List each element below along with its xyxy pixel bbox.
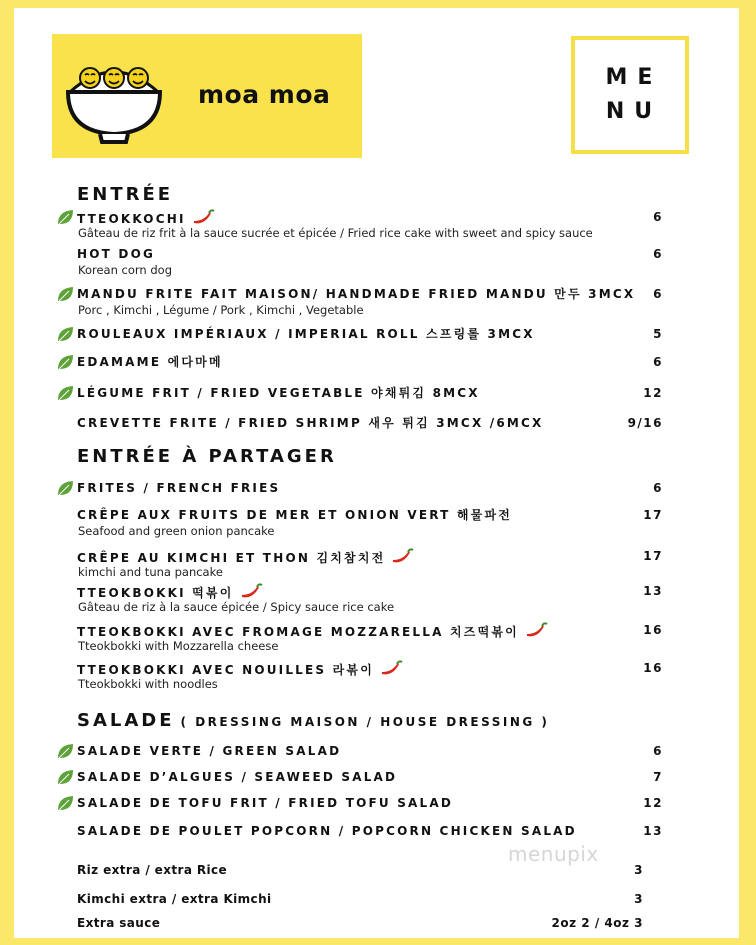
logo-banner [52,34,362,158]
menu-item [14,286,739,317]
item-name: MANDU FRITE FAIT MAISON/ HANDMADE FRIED MANDU 만두 3MCX [77,287,636,301]
item-name: EDAMAME 에다마메 [77,355,223,369]
item-name: TTEOKBOKKI AVEC FROMAGE MOZZARELLA 치즈떡볶이 [77,622,549,640]
menu-item [14,354,739,369]
item-name: SALADE DE POULET POPCORN / POPCORN CHICKEN SALAD [77,824,577,838]
section-title-salade: SALADE ( DRESSING MAISON / HOUSE DRESSING ) [77,710,550,731]
section-subtitle-salade: ( DRESSING MAISON / HOUSE DRESSING ) [180,715,550,729]
brand-name: moa moa [198,80,331,109]
item-name: CRÊPE AUX FRUITS DE MER ET ONION VERT 해물파전 [77,508,513,522]
item-name: TTEOKBOKKI AVEC NOUILLES 라볶이 [77,660,404,678]
item-name: HOT DOG [77,247,156,261]
item-description: Korean corn dog [78,263,173,277]
item-price: 12 [643,796,663,810]
item-price: 6 [653,287,663,301]
leaf-icon [56,324,76,344]
item-name: CREVETTE FRITE / FRIED SHRIMP 새우 튀김 3MCX /6MCX [77,416,544,430]
item-price: 17 [643,549,663,563]
leaf-icon [56,207,76,227]
menu-title-line1: ME [605,65,663,90]
leaf-icon [56,352,76,372]
item-price: 9/16 [627,416,663,430]
chili-icon [190,209,216,227]
menu-title-line2: NU [605,99,663,124]
extra-name: Riz extra / extra Rice [77,863,228,877]
menu-item [14,326,739,341]
item-price: 13 [643,584,663,598]
item-description: Gâteau de riz frit à la sauce sucrée et épicée / Fried rice cake with sweet and spicy sauce [78,226,593,240]
chili-icon [238,583,264,601]
leaf-icon [56,767,76,787]
item-price: 13 [643,824,663,838]
menu-title-box [571,36,689,154]
item-price: 6 [653,481,663,495]
leaf-icon [56,478,76,498]
extra-name: Extra sauce [77,916,161,930]
section-title-partager: ENTRÉE À PARTAGER [77,446,337,467]
item-name: SALADE VERTE / GREEN SALAD [77,744,342,758]
item-name: TTEOKBOKKI 떡볶이 [77,583,264,601]
item-name: TTEOKKOCHI [77,209,216,227]
item-description: Gâteau de riz à la sauce épicée / Spicy sauce rice cake [78,600,395,614]
extra-price: 2oz 2 / 4oz 3 [551,916,643,930]
menu-item [14,507,739,538]
item-price: 6 [653,210,663,224]
item-name: SALADE DE TOFU FRIT / FRIED TOFU SALAD [77,796,454,810]
item-price: 16 [643,661,663,675]
leaf-icon [56,383,76,403]
watermark: menupix [508,842,599,866]
chili-icon [523,622,549,640]
menu-item [14,583,739,614]
leaf-icon [56,741,76,761]
menu-page [14,8,739,938]
item-name: CRÊPE AU KIMCHI ET THON 김치참치전 [77,548,415,566]
menu-item [14,415,739,430]
item-price: 6 [653,247,663,261]
item-price: 16 [643,623,663,637]
item-name: ROULEAUX IMPÉRIAUX / IMPERIAL ROLL 스프링롤 3MCX [77,327,535,341]
extra-item [14,863,739,877]
item-name: FRITES / FRENCH FRIES [77,481,281,495]
item-price: 6 [653,744,663,758]
menu-item [14,823,739,838]
menu-item [14,209,739,240]
leaf-icon [56,793,76,813]
menu-item [14,660,739,691]
item-description: Tteokbokki with noodles [78,677,218,691]
menu-item [14,743,739,758]
extra-item [14,892,739,906]
menu-item [14,769,739,784]
leaf-icon [56,284,76,304]
item-price: 6 [653,355,663,369]
extra-name: Kimchi extra / extra Kimchi [77,892,272,906]
extra-price: 3 [634,863,643,877]
section-title-entree: ENTRÉE [77,184,174,205]
item-price: 12 [643,386,663,400]
item-price: 5 [653,327,663,341]
item-name: SALADE D’ALGUES / SEAWEED SALAD [77,770,398,784]
item-price: 17 [643,508,663,522]
chili-icon [378,660,404,678]
extra-item [14,916,739,930]
menu-item [14,480,739,495]
chili-icon [389,548,415,566]
menu-item [14,385,739,400]
item-price: 7 [653,770,663,784]
item-name: LÉGUME FRIT / FRIED VEGETABLE 야채튀김 8MCX [77,386,480,400]
menu-item [14,246,739,277]
item-description: Porc , Kimchi , Légume / Pork , Kimchi , Vegetable [78,303,364,317]
menu-item [14,548,739,579]
menu-item [14,622,739,653]
rice-bowl-logo-icon [60,42,168,150]
item-description: Seafood and green onion pancake [78,524,275,538]
menu-item [14,795,739,810]
item-description: kimchi and tuna pancake [78,565,223,579]
extra-price: 3 [634,892,643,906]
item-description: Tteokbokki with Mozzarella cheese [78,639,279,653]
